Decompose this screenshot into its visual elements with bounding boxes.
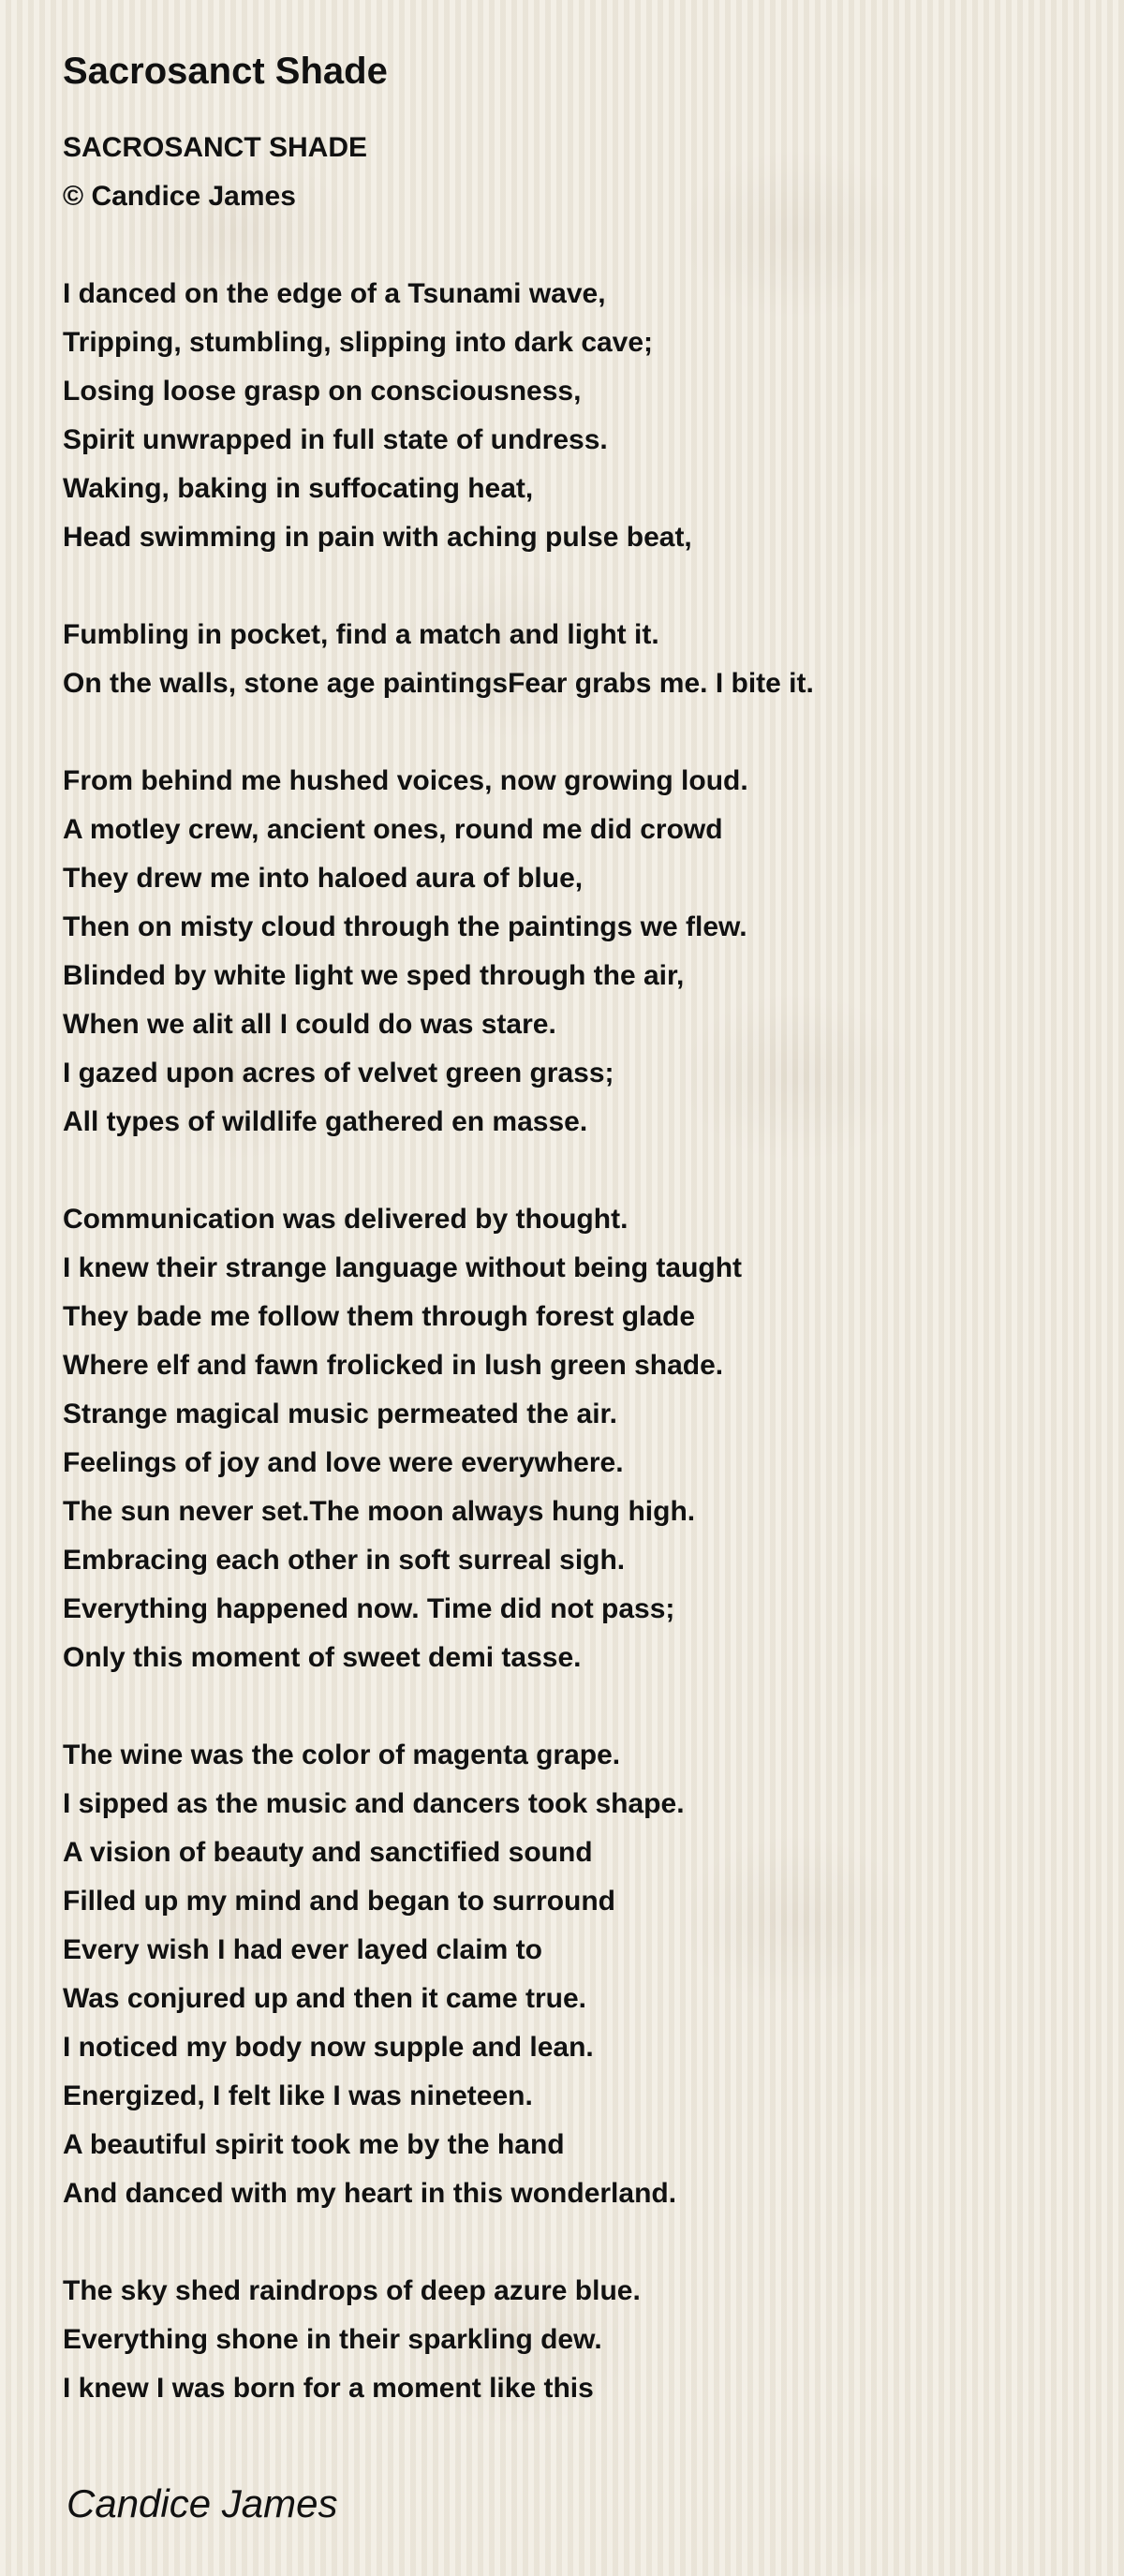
poem-line: The sky shed raindrops of deep azure blue. [63, 2275, 641, 2306]
poem-line: Everything happened now. Time did not pass; [63, 1593, 675, 1624]
poem-line: Losing loose grasp on consciousness, [63, 376, 582, 407]
poem-line: The wine was the color of magenta grape. [63, 1740, 621, 1770]
poem-line: Then on misty cloud through the paintings we flew. [63, 911, 747, 942]
poem-line: Communication was delivered by thought. [63, 1204, 629, 1235]
poem-line: From behind me hushed voices, now growing loud. [63, 765, 748, 796]
poem-line: Everything shone in their sparkling dew. [63, 2324, 602, 2355]
poem-line: When we alit all I could do was stare. [63, 1009, 556, 1040]
poem-line: I gazed upon acres of velvet green grass; [63, 1058, 614, 1088]
poem-line: The sun never set.The moon always hung high. [63, 1496, 696, 1527]
poem-line: And danced with my heart in this wonderland. [63, 2178, 677, 2209]
poem-line: A vision of beauty and sanctified sound [63, 1837, 593, 1868]
poem-line: Blinded by white light we sped through the air, [63, 960, 685, 991]
author-signature: Candice James [67, 2481, 338, 2525]
poem-line: I noticed my body now supple and lean. [63, 2032, 594, 2063]
poem-line: Fumbling in pocket, find a match and light it. [63, 619, 659, 650]
poem-line: Feelings of joy and love were everywhere. [63, 1447, 624, 1478]
poem-line: A motley crew, ancient ones, round me did crowd [63, 814, 723, 845]
poem-line: © Candice James [63, 181, 296, 212]
poem-line: A beautiful spirit took me by the hand [63, 2129, 565, 2160]
stanza-break [63, 221, 1074, 270]
poem-line: Embracing each other in soft surreal sigh. [63, 1545, 626, 1576]
stanza-break [63, 2218, 1074, 2267]
poem-line: Waking, baking in suffocating heat, [63, 473, 534, 504]
poem-line: They drew me into haloed aura of blue, [63, 863, 584, 894]
poem-line: All types of wildlife gathered en masse. [63, 1106, 588, 1137]
stanza-break [63, 708, 1074, 757]
stanza-break [63, 1147, 1074, 1195]
poem-line: Was conjured up and then it came true. [63, 1983, 586, 2014]
poem-line: Filled up my mind and began to surround [63, 1886, 616, 1917]
poem-line: I danced on the edge of a Tsunami wave, [63, 278, 606, 309]
poem-line: Strange magical music permeated the air. [63, 1399, 617, 1429]
poem-line: Only this moment of sweet demi tasse. [63, 1642, 582, 1673]
poem-line: SACROSANCT SHADE [63, 132, 368, 163]
poem-line: Spirit unwrapped in full state of undress. [63, 424, 608, 455]
poem-line: Where elf and fawn frolicked in lush green shade. [63, 1350, 724, 1381]
poem-body [63, 124, 1074, 2413]
poem-line: I knew their strange language without being taught [63, 1252, 743, 1283]
poem-line: I sipped as the music and dancers took shape. [63, 1788, 685, 1819]
poem-line: Tripping, stumbling, slipping into dark cave; [63, 327, 654, 358]
poem-title: Sacrosanct Shade [63, 51, 388, 92]
poem-page [63, 47, 1074, 2413]
poem-line: I knew I was born for a moment like this [63, 2373, 594, 2404]
poem-line: On the walls, stone age paintingsFear grabs me. I bite it. [63, 668, 814, 699]
stanza-break [63, 1682, 1074, 1731]
poem-line: They bade me follow them through forest glade [63, 1301, 696, 1332]
poem-line: Energized, I felt like I was nineteen. [63, 2080, 533, 2111]
poem-line: Head swimming in pain with aching pulse beat, [63, 522, 692, 553]
poem-line: Every wish I had ever layed claim to [63, 1934, 542, 1965]
stanza-break [63, 562, 1074, 611]
